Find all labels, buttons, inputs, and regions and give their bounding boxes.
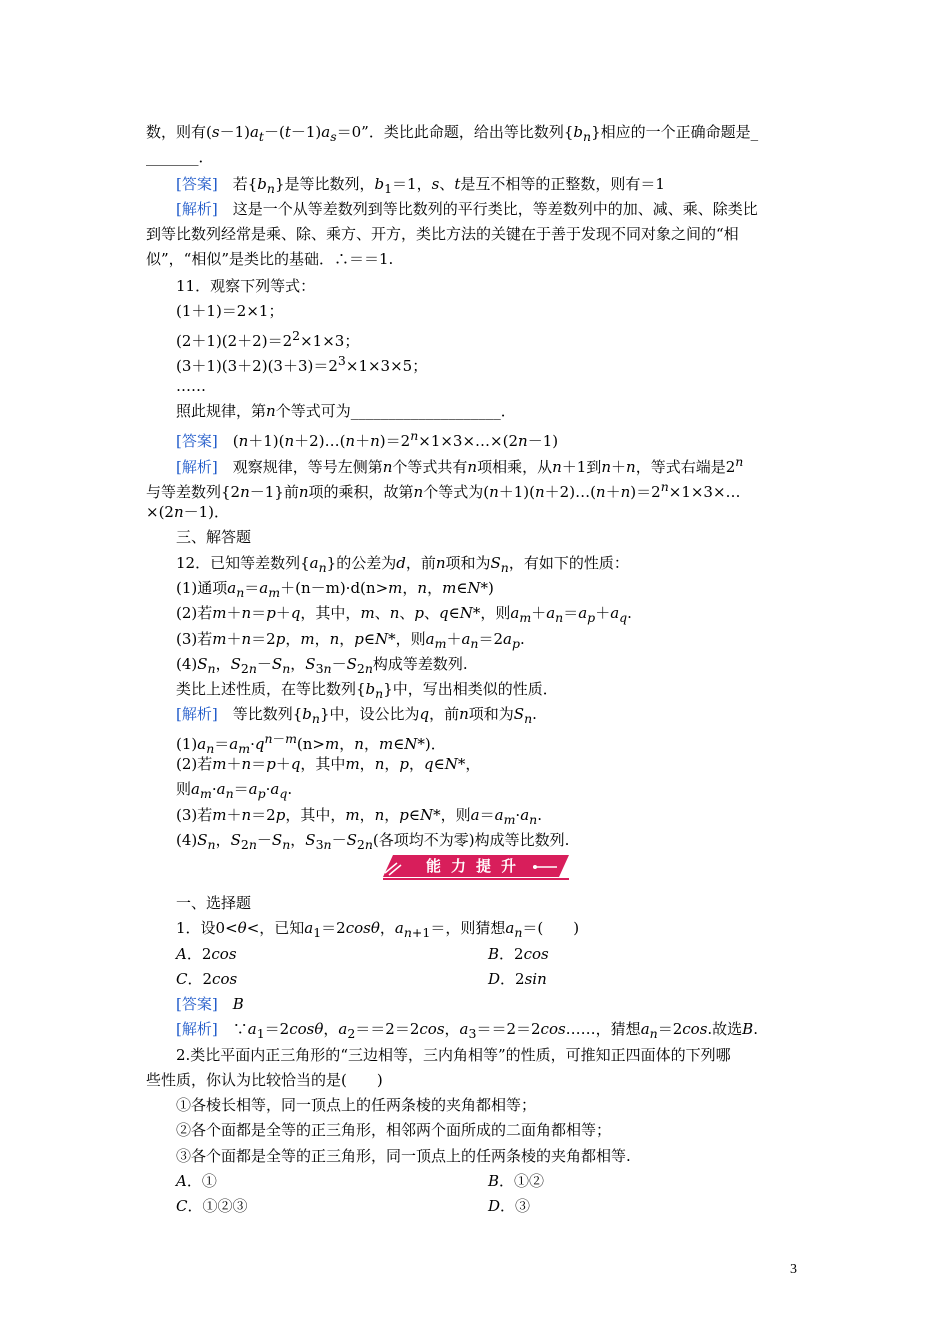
text-line: $(1)a_n=a_m\cdot q^{n-m}(n>m$，n，m∈N*)． [176,731,446,756]
text-line: (2)若m＋n＝p＋q，其中m，n，p，q∈N*， [176,755,481,773]
banner-title: 能力提升 [425,857,526,875]
text-line: 些性质，你认为比较恰当的是( ) [146,1071,383,1089]
text-line: ②各个面都是全等的正三角形，相邻两个面所成的二面角都相等； [176,1121,612,1139]
option-b: B．①② [488,1172,545,1190]
answer-line: [答案] B [176,995,244,1013]
text-line: (3)若m＋n＝2p，其中，m，n，p∈N*，则$a=a_m\cdot a_n$. [176,806,542,827]
section-heading: 三、解答题 [176,528,252,546]
option-a: A．① [176,1172,217,1190]
section-heading: 一、选择题 [176,894,252,912]
page-number: 3 [790,1262,797,1277]
question-line: 2.类比平面内正三角形的“三边相等，三内角相等”的性质，可推知正四面体的下列哪 [176,1046,731,1064]
text-line: 照此规律，第n个等式可为____________________． [176,402,516,420]
option-a: A．2cos [176,945,237,963]
option-d: D．2sin [488,970,547,988]
text-line: 与等差数列{2n－1}前n项的乘积，故第n个等式为$(n+1)(n+2)\dots(n+n)=2^n\times 1\times 3\times\dots$ [146,479,741,501]
text-line: $(4)S_n$，$S_{2n}-S_n$，$S_{3n}-S_{2n}$构成等差数列. [176,655,468,676]
question-line: 11．观察下列等式： [176,277,316,295]
text-line: (2)若m＋n＝p＋q，其中，m、n、p、q∈N*，则$a_m+a_n=a_p+a_q$. [176,604,632,625]
text-line: (1＋1)＝2×1； [176,302,284,320]
section-banner [383,855,569,881]
text-line: (3)若m＋n＝2p，m，n，p∈N*，则$a_m+a_n=2a_p$. [176,630,525,651]
text-line: ①各棱长相等，同一顶点上的任两条棱的夹角都相等； [176,1096,537,1114]
text-line: …… [176,377,206,395]
analysis-line: [解析] $\because a_1=2\cos\theta$，$a_2==2=2\cos$，$a_3==2=2\cos\dots\dots$，猜想$a_n=2\cos$.故选B. [176,1020,758,1041]
text-line: 则$a_m\cdot a_n=a_p\cdot a_q$. [176,780,293,801]
analysis-line: [解析] 等比数列$\{b_n\}$中，设公比为q，前n项和为$S_n$. [176,705,537,726]
text-line: 数，则有$(s-1)a_t-(t-1)a_s=0$”．类比此命题，给出等比数列$\{b_n\}$相应的一个正确命题是_ [146,123,759,144]
text-line: (1)通项$a_n=a_m+(n-m)\cdot d(n>m$，n，m∈N*) [176,579,494,600]
text-line: _______． [146,148,214,166]
analysis-line: [解析] 观察规律，等号左侧第n个等式共有n项相乘，从n＋1到n＋n，等式右端是2$^n$ [176,454,744,476]
text-line: ×(2n－1)． [146,503,230,521]
analysis-line: [解析] 这是一个从等差数列到等比数列的平行类比，等差数列中的加、减、乘、除类比 [176,200,758,218]
text-line: $(2+1)(2+2)=2^2\times 1\times 3$； [176,328,360,350]
option-b: B．2cos [488,945,549,963]
text-line: $(3+1)(3+2)(3+3)=2^3\times 1\times 3\times 5$； [176,353,428,375]
text-line: 似”，“相似”是类比的基础．∴＝＝1. [146,250,394,268]
text-line: 到等比数列经常是乘、除、乘方、开方，类比方法的关键在于善于发现不同对象之间的“相 [146,225,739,243]
text-line: ③各个面都是全等的正三角形，同一顶点上的任两条棱的夹角都相等. [176,1147,631,1165]
answer-line: [答案] $(n+1)(n+2)\dots(n+n)=2^n\times 1\times 3\times\dots\times(2n-1)$ [176,428,559,450]
option-c: C．2cos [176,970,238,988]
question-line: 12．已知等差数列$\{a_n\}$的公差为d，前n项和为$S_n$，有如下的性质： [176,554,629,575]
text-line: 类比上述性质，在等比数列$\{b_n\}$中，写出相类似的性质． [176,680,558,701]
text-line: $(4)S_n$，$S_{2n}-S_n$，$S_{3n}-S_{2n}$(各项均不为零)构成等比数列. [176,831,570,852]
answer-line: [答案] 若$\{b_n\}$是等比数列，$b_1=1$，s、t是互不相等的正整数，则有＝1 [176,175,665,196]
question-line: 1．设0<θ<，已知$a_1=2\cos\theta$，$a_{n+1}=$，则猜想$a_n=$( ) [176,919,580,940]
option-c: C．①②③ [176,1197,248,1215]
option-d: D．③ [488,1197,531,1215]
